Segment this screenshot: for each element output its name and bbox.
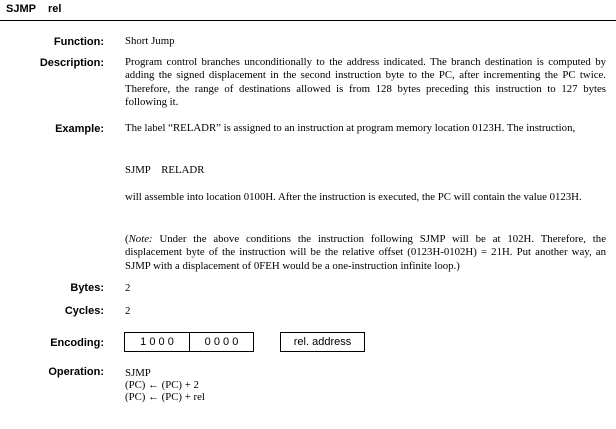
example-label: Example: [55,123,104,135]
example-note-open: ( [125,233,129,245]
example-note [125,233,606,273]
bytes-label: Bytes: [70,282,104,294]
encoding-label: Encoding: [50,337,104,349]
function-text: Short Jump [125,35,175,47]
encoding-field-low [189,332,254,352]
operation-line-1: SJMP [125,367,151,379]
function-label: Function: [53,36,104,48]
operation-label: Operation: [48,366,104,378]
example-code: SJMP RELADR [125,164,205,176]
example-note-text: Under the above conditions the instruction following SJMP will be at 102H. Therefore, the displacement byte of the instruction will be the relative offset (0123H-0102H) = 21H. Put another way, an SJMP with a displacement of 0FEH would be a one-instruction infinite loop.) [125,233,606,272]
cycles-label: Cycles: [64,305,104,317]
header-rule [0,20,616,21]
encoding-field-low-text: 0 0 0 0 [204,336,239,348]
example-paragraph-1: The label “RELADR” is assigned to an instruction at program memory location 0123H. The instruction, [125,122,576,134]
description-text: Program control branches unconditionally to the address indicated. The branch destination is computed by adding the signed displacement in the second instruction byte to the PC, after incrementing the PC twice. Therefore, the range of destinations allowed is from 128 bytes preceding this instruction to 127 bytes following it. [125,56,606,108]
encoding-field-high-text: 1 0 0 0 [140,336,174,348]
bytes-value: 2 [125,282,131,294]
description-label: Description: [39,57,104,69]
operation-line-2: (PC) ← (PC) + 2 [125,379,199,391]
example-paragraph-2: will assemble into location 0100H. After the instruction is executed, the PC will contain the value 0123H. [125,191,582,203]
page-title: SJMP rel [6,3,62,15]
example-note-label: Note: [128,233,153,245]
encoding-field-high [124,332,190,352]
cycles-value: 2 [125,305,131,317]
encoding-operand-box [280,332,365,352]
encoding-operand-text: rel. address [293,336,352,348]
operation-line-3: (PC) ← (PC) + rel [125,391,205,403]
